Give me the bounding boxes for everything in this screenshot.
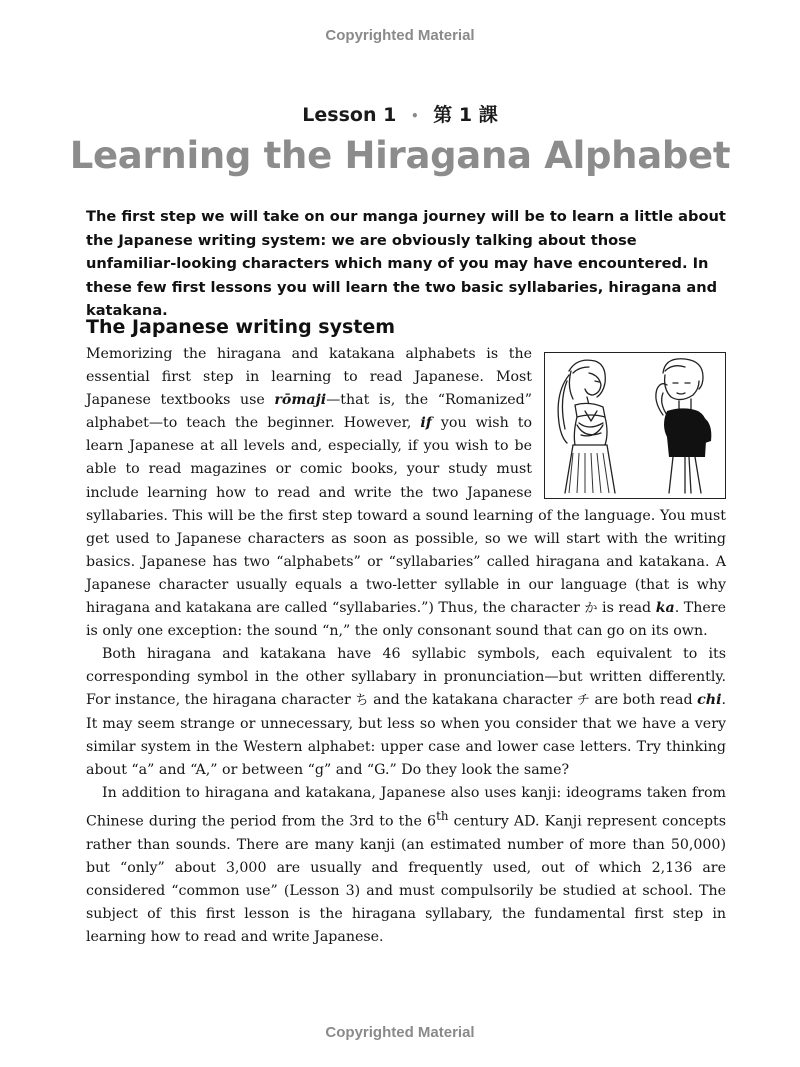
- chi-hiragana-character: ち: [355, 693, 369, 709]
- chi-katakana-character: チ: [576, 693, 590, 709]
- lesson-header: [0, 100, 800, 127]
- intro-paragraph: The first step we will take on our manga journey will be to learn a little about the Japanese writing system: we are obviously talking about those unfamiliar-looking characters which many of you may have encountered. In these few first lessons you will learn the two basic syllabaries, hiragana and katakana.: [86, 208, 726, 319]
- section-title: The Japanese writing system: [86, 316, 396, 338]
- watermark-bottom: Copyrighted Material: [325, 1024, 475, 1041]
- ka-reading: ka: [655, 600, 675, 617]
- paragraph-1: Memorizing the hiragana and katakana alphabets is the essential first step in learning to read Japanese. Most Japanese textbooks use rōmaji—that is, the “Romanized” alphabet—to teach the beginner. However, if you wish to learn Japanese at all levels and, especially, if you wish to be able to read magazines or comic books, your study must include learning how to read and write the two Japanese syllabaries. This will be the first step toward a sound learning of the language. You must get used to Japanese characters as soon as possible, so we will start with the writing basics. Japanese has two “alphabets” or “syllabaries” called hiragana and katakana. A Japanese character usually equals a two-letter syllable in our language (that is why hiragana and katakana are called “syllabaries.”) Thus, the character か is read ka. There is only one exception: the sound “n,” the only consonant sound that can go on its own.: [86, 346, 726, 640]
- manga-illustration: [544, 352, 726, 499]
- watermark-top: Copyrighted Material: [325, 27, 475, 44]
- body-text: [86, 343, 726, 949]
- page-title: Learning the Hiragana Alphabet: [69, 134, 731, 177]
- paragraph-2: Both hiragana and katakana have 46 syllabic symbols, each equivalent to its corresponding symbol in the other syllabary in pronunciation—but written differently. For instance, the hiragana character ち and the katakana character チ are both read chi. It may seem strange or unnecessary, but less so when you consider that we have a very similar system in the Western alphabet: upper case and lower case letters. Try thinking about “a” and “A,” or between “g” and “G.” Do they look the same?: [86, 646, 726, 778]
- chi-reading: chi: [697, 692, 722, 709]
- manga-characters-drawing: [545, 353, 725, 498]
- romaji-term: rōmaji: [274, 392, 327, 409]
- lesson-label: Lesson 1: [302, 104, 397, 126]
- ka-character: か: [584, 601, 598, 617]
- lesson-kanji: 第 1 課: [433, 104, 498, 126]
- separator-dot: •: [410, 108, 419, 123]
- paragraph-3: In addition to hiragana and katakana, Japanese also uses kanji: ideograms taken from Chinese during the period from the 3rd to the 6th century AD. Kanji represent concepts rather than sounds. There are many kanji (an estimated number of more than 50,000) but “only” about 3,000 are usually and frequently used, out of which 2,136 are considered “common use” (Lesson 3) and must compulsorily be studied at school. The subject of this first lesson is the hiragana syllabary, the fundamental first step in learning how to read and write Japanese.: [86, 784, 727, 946]
